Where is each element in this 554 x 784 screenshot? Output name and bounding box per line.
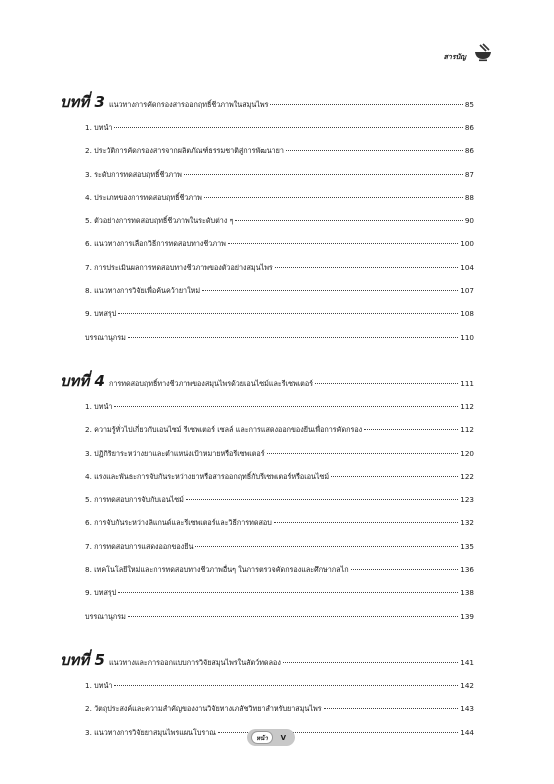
toc-entry-title: 4. ประเภทของการทดสอบฤทธิ์ชีวภาพ: [85, 192, 202, 202]
toc-entry-title: 6. แนวทางการเลือกวิธีการทดสอบทางชีวภาพ: [85, 239, 226, 249]
bibliography-entry[interactable]: [60, 612, 474, 635]
dot-leader: [286, 150, 463, 151]
toc-entry-page-number: 144: [460, 727, 474, 737]
toc-entry[interactable]: [60, 146, 474, 169]
toc-entry[interactable]: [60, 565, 474, 588]
toc-entry-title: 8. แนวทางการวิจัยเพื่อค้นคว้ายาใหม่: [85, 286, 201, 296]
toc-entry-page-number: 87: [464, 169, 474, 179]
chapter-heading[interactable]: [60, 369, 474, 393]
page-number: V: [280, 733, 286, 742]
dot-leader: [364, 429, 458, 430]
dot-leader: [270, 104, 462, 105]
toc-entry[interactable]: [60, 216, 474, 239]
toc-entry[interactable]: [60, 286, 474, 309]
toc-entry-page-number: 135: [460, 541, 474, 551]
toc-entry-page-number: 112: [460, 401, 474, 411]
toc-entry-title: 2. วัตถุประสงค์และความสำคัญของงานวิจัยทางเภสัชวิทยาสำหรับยาสมุนไพร: [85, 704, 322, 714]
chapter-label: บทที่ 3: [60, 93, 105, 111]
header-label: สารบัญ: [443, 53, 466, 61]
toc-entry-title: 3. ระดับการทดสอบฤทธิ์ชีวภาพ: [85, 169, 182, 179]
toc-entry[interactable]: [60, 193, 474, 216]
toc-entry[interactable]: [60, 588, 474, 611]
toc-entry-title: 5. การทดสอบการจับกับเอนไซม์: [85, 495, 184, 505]
dot-leader: [114, 685, 458, 686]
toc-entry[interactable]: [60, 123, 474, 146]
toc-entry-page-number: 136: [460, 565, 474, 575]
chapter-page-number: 111: [460, 378, 474, 388]
toc-entry-title: 1. บทนำ: [85, 123, 113, 132]
toc-entry[interactable]: [60, 495, 474, 518]
chapter-heading[interactable]: [60, 648, 474, 672]
toc-entry[interactable]: [60, 309, 474, 332]
toc-entry[interactable]: [60, 681, 474, 704]
toc-entry-page-number: 120: [460, 448, 474, 458]
chapter-title: แนวทางและการออกแบบการวิจัยสมุนไพรในสัตว์ทดลอง: [108, 657, 281, 667]
toc-entry-title: บรรณานุกรม: [85, 611, 126, 621]
chapter-label: บทที่ 5: [60, 650, 105, 669]
table-of-contents: [60, 90, 474, 751]
dot-leader: [118, 313, 458, 314]
toc-entry-page-number: 139: [460, 611, 474, 621]
toc-entry[interactable]: [60, 449, 474, 472]
toc-entry[interactable]: [60, 542, 474, 565]
dot-leader: [128, 337, 458, 338]
dot-leader: [275, 267, 458, 268]
dot-leader: [315, 383, 458, 384]
mortar-pestle-icon: [472, 42, 494, 62]
toc-entry-page-number: 86: [464, 123, 474, 132]
dot-leader: [235, 220, 462, 221]
dot-leader: [351, 569, 459, 570]
dot-leader: [128, 616, 458, 617]
toc-entry-title: 9. บทสรุป: [85, 588, 117, 598]
toc-entry-page-number: 122: [460, 471, 474, 481]
toc-entry-page-number: 100: [460, 239, 474, 249]
dot-leader: [186, 499, 458, 500]
dot-leader: [202, 290, 458, 291]
chapter-page-number: 141: [460, 657, 474, 667]
toc-entry-title: 2. ความรู้ทั่วไปเกี่ยวกับเอนไซม์ รีเซพเตอร์ เซลล์ และการแสดงออกของยีนเพื่อการคัดกรอง: [85, 425, 363, 435]
toc-entry-page-number: 110: [460, 332, 474, 342]
toc-entry-title: 3. ปฏิกิริยาระหว่างยาและตำแหน่งเป้าหมายหรือรีเซพเตอร์: [85, 448, 265, 458]
toc-entry-page-number: 107: [460, 286, 474, 296]
page-header: [444, 42, 494, 62]
toc-entry-title: 9. บทสรุป: [85, 309, 117, 319]
dot-leader: [324, 708, 459, 709]
dot-leader: [114, 406, 458, 407]
toc-entry[interactable]: [60, 425, 474, 448]
bibliography-entry[interactable]: [60, 333, 474, 356]
chapter-heading[interactable]: [60, 90, 474, 114]
toc-entry-page-number: 86: [464, 146, 474, 156]
toc-entry-title: 1. บทนำ: [85, 680, 113, 690]
chapter-title: แนวทางการคัดกรองสารออกฤทธิ์ชีวภาพในสมุนไพร: [108, 100, 269, 109]
toc-entry[interactable]: [60, 472, 474, 495]
page-footer: [247, 729, 295, 746]
toc-entry-title: 3. แนวทางการวิจัยยาสมุนไพรแผนโบราณ: [85, 727, 216, 737]
toc-entry[interactable]: [60, 402, 474, 425]
toc-entry-title: 8. เทคโนโลยีใหม่และการทดสอบทางชีวภาพอื่นๆ ในการตรวจคัดกรองและศึกษากลไก: [85, 565, 349, 575]
dot-leader: [267, 453, 459, 454]
toc-entry-page-number: 143: [460, 704, 474, 714]
toc-entry[interactable]: [60, 263, 474, 286]
dot-leader: [184, 174, 463, 175]
toc-entry-page-number: 108: [460, 309, 474, 319]
toc-entry-page-number: 142: [460, 680, 474, 690]
toc-entry-title: 2. ประวัติการคัดกรองสารจากผลิตภัณฑ์ธรรมชาติสู่การพัฒนายา: [85, 146, 284, 156]
toc-entry[interactable]: [60, 239, 474, 262]
toc-entry-page-number: 138: [460, 588, 474, 598]
chapter-label: บทที่ 4: [60, 371, 105, 390]
chapter-title: การทดสอบฤทธิ์ทางชีวภาพของสมุนไพรด้วยเอนไซม์และรีเซพเตอร์: [108, 378, 314, 388]
footer-label: หน้า: [251, 731, 273, 744]
toc-entry-title: 7. การทดสอบการแสดงออกของยีน: [85, 541, 194, 551]
dot-leader: [274, 522, 458, 523]
dot-leader: [331, 476, 458, 477]
dot-leader: [283, 662, 458, 663]
toc-entry-page-number: 88: [464, 192, 474, 202]
toc-entry-page-number: 104: [460, 262, 474, 272]
toc-entry-title: 4. แรงและพันธะการจับกันระหว่างยาหรือสารออกฤทธิ์กับรีเซพเตอร์หรือเอนไซม์: [85, 471, 330, 481]
toc-entry-page-number: 123: [460, 495, 474, 505]
dot-leader: [228, 243, 458, 244]
toc-entry-title: บรรณานุกรม: [85, 332, 126, 342]
toc-entry-page-number: 90: [464, 216, 474, 226]
chapter-page-number: 85: [464, 100, 474, 109]
toc-entry[interactable]: [60, 704, 474, 727]
toc-entry-title: 6. การจับกันระหว่างลิแกนด์และรีเซพเตอร์และวิธีการทดสอบ: [85, 518, 272, 528]
toc-entry-title: 5. ตัวอย่างการทดสอบฤทธิ์ชีวภาพในระดับต่าง ๆ: [85, 216, 234, 226]
toc-entry-page-number: 112: [460, 425, 474, 435]
toc-entry[interactable]: [60, 170, 474, 193]
toc-entry-page-number: 132: [460, 518, 474, 528]
toc-entry[interactable]: [60, 518, 474, 541]
toc-entry-title: 7. การประเมินผลการทดสอบทางชีวภาพของตัวอย่างสมุนไพร: [85, 262, 273, 272]
dot-leader: [118, 592, 458, 593]
dot-leader: [204, 197, 463, 198]
dot-leader: [114, 127, 462, 128]
toc-entry-title: 1. บทนำ: [85, 401, 113, 411]
dot-leader: [195, 546, 458, 547]
